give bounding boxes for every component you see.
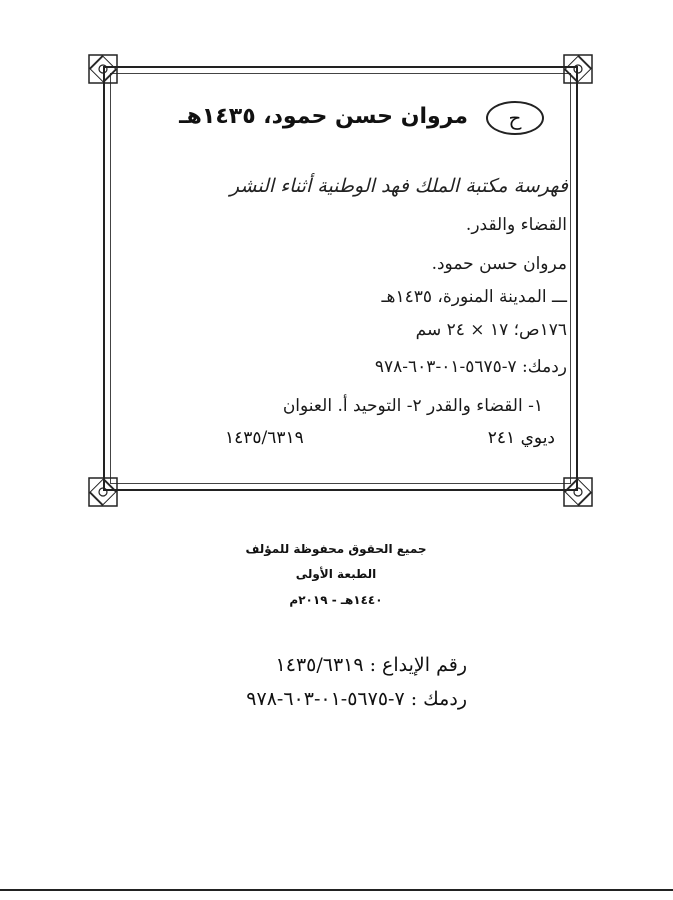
catalog-letter-oval [486, 101, 544, 135]
classification-row [225, 428, 555, 452]
card-deposit-number: ١٤٣٥/٦٣١٩ [225, 428, 304, 448]
book-author: مروان حسن حمود. [431, 254, 567, 274]
corner-ornament-icon [86, 52, 120, 86]
publication-place-date: ـــ المدينة المنورة، ١٤٣٥هـ [381, 287, 567, 307]
catalog-letter: ح [508, 106, 522, 130]
edition-date: ١٤٤٠هـ - ٢٠١٩م [289, 593, 383, 607]
catalog-card-inner-frame [110, 73, 571, 484]
subject-headings: ١- القضاء والقدر ٢- التوحيد أ. العنوان [282, 396, 543, 416]
corner-ornament-icon [86, 475, 120, 509]
dewey-number: ديوي ٢٤١ [487, 428, 555, 448]
footer-isbn: ردمك : ٧-٥٦٧٥-٠١-٦٠٣-٩٧٨ [246, 688, 467, 710]
corner-ornament-icon [561, 52, 595, 86]
catalog-heading: فهرسة مكتبة الملك فهد الوطنية أثناء النشر [229, 175, 568, 197]
card-isbn: ردمك: ٧-٥٦٧٥-٠١-٦٠٣-٩٧٨ [374, 357, 567, 377]
author-header: مروان حسن حمود، ١٤٣٥هـ [179, 104, 468, 129]
rights-notice: جميع الحقوق محفوظة للمؤلف [245, 542, 427, 556]
edition-notice: الطبعة الأولى [295, 567, 377, 581]
corner-ornament-icon [561, 475, 595, 509]
book-title: القضاء والقدر. [465, 215, 567, 235]
book-extent: ١٧٦ص؛ ١٧ × ٢٤ سم [415, 320, 567, 340]
page-bottom-rule [0, 889, 673, 891]
deposit-number: رقم الإيداع : ١٤٣٥/٦٣١٩ [275, 654, 467, 676]
